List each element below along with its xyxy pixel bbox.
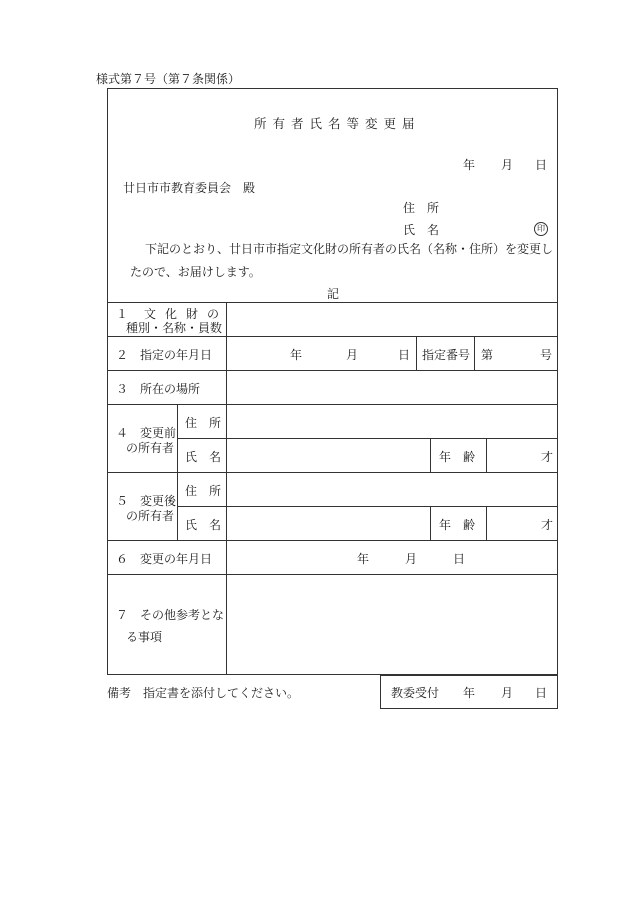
row2-day: 日 [398, 348, 411, 362]
table-line [107, 472, 558, 473]
row5-label-line2: の所有者 [126, 509, 175, 523]
row7-label-line2: る事項 [126, 630, 163, 644]
date-year: 年 [463, 158, 476, 172]
table-line [177, 438, 558, 439]
form-number: 様式第７号（第７条関係） [96, 72, 241, 86]
row2-label: ２ 指定の年月日 [116, 348, 213, 362]
row6-month: 月 [405, 552, 418, 566]
row6-day: 日 [453, 552, 466, 566]
applicant-name-label: 氏 名 [403, 223, 440, 237]
table-line [107, 336, 558, 337]
ki-label: 記 [327, 287, 340, 301]
table-line [107, 404, 558, 405]
row4-label-line1: ４ 変更前 [116, 426, 177, 440]
table-line [474, 336, 475, 370]
seal-mark [534, 220, 548, 236]
receipt-year: 年 [463, 686, 476, 700]
applicant-address-label: 住 所 [403, 201, 440, 215]
table-line [416, 336, 417, 370]
date-month: 月 [501, 158, 514, 172]
row4-sai: 才 [541, 450, 554, 464]
body-text-line2: たので、お届けします。 [130, 265, 261, 279]
table-line [107, 574, 558, 575]
date-day: 日 [535, 158, 548, 172]
row5-name-label: 氏 名 [185, 518, 222, 532]
row5-sai: 才 [541, 518, 554, 532]
table-line [486, 506, 487, 540]
table-line [430, 506, 431, 540]
table-line [486, 438, 487, 472]
body-text-line1: 下記のとおり、廿日市市指定文化財の所有者の氏名（名称・住所）を変更し [145, 242, 554, 256]
row5-age-label: 年 齢 [439, 518, 476, 532]
receipt-month: 月 [501, 686, 514, 700]
row3-label: ３ 所在の場所 [116, 382, 201, 396]
seal-icon: 印 [534, 222, 548, 236]
remarks-note: 備考 指定書を添付してください。 [107, 686, 300, 700]
row6-label: ６ 変更の年月日 [116, 552, 213, 566]
table-line [177, 506, 558, 507]
row4-name-label: 氏 名 [185, 450, 222, 464]
row1-number: １ [116, 307, 129, 321]
addressee: 廿日市市教育委員会 殿 [123, 181, 256, 195]
designation-number-label: 指定番号 [422, 348, 471, 362]
table-line [430, 438, 431, 472]
form-title: 所有者氏名等変更届 [254, 116, 421, 131]
receipt-label: 教委受付 [391, 686, 440, 700]
table-line [107, 370, 558, 371]
table-line [177, 404, 178, 540]
row5-address-label: 住 所 [185, 484, 222, 498]
table-line [107, 540, 558, 541]
row2-year: 年 [290, 348, 303, 362]
row7-label-line1: ７ その他参考とな [116, 608, 225, 622]
row4-label-line2: の所有者 [126, 441, 175, 455]
row2-month: 月 [346, 348, 359, 362]
designation-dai: 第 [481, 348, 494, 362]
table-line [226, 302, 227, 675]
receipt-day: 日 [535, 686, 548, 700]
row4-age-label: 年 齢 [439, 450, 476, 464]
row1-label-line2: 種別・名称・員数 [126, 321, 223, 335]
row4-address-label: 住 所 [185, 416, 222, 430]
row1-label-line1: 文化財の [144, 307, 229, 321]
designation-go: 号 [540, 348, 553, 362]
row6-year: 年 [357, 552, 370, 566]
row5-label-line1: ５ 変更後 [116, 494, 177, 508]
table-line [107, 302, 558, 303]
